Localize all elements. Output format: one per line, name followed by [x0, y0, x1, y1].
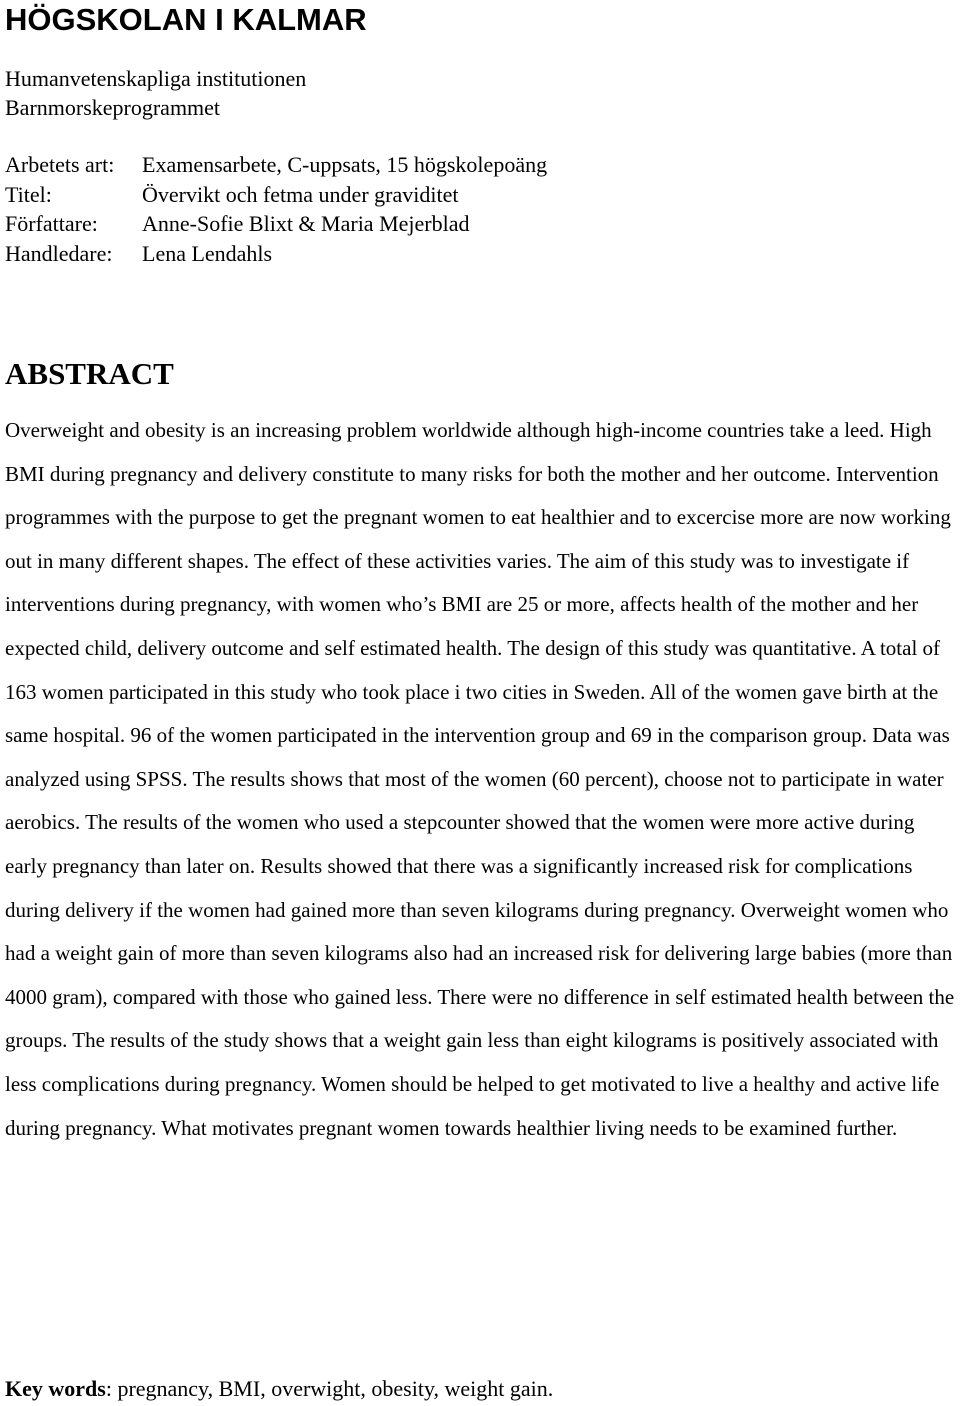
meta-label: Titel:: [5, 181, 52, 207]
program-name: Barnmorskeprogrammet: [5, 95, 221, 120]
department-name: Humanvetenskapliga institutionen: [5, 66, 307, 91]
meta-value: Examensarbete, C-uppsats, 15 högskolepoäng: [142, 152, 548, 177]
meta-row-authors: [5, 209, 547, 239]
meta-label: Arbetets art:: [5, 152, 115, 177]
meta-value: Lena Lendahls: [142, 240, 273, 266]
meta-value: Anne-Sofie Blixt & Maria Mejerblad: [142, 211, 470, 236]
meta-value: Övervikt och fetma under graviditet: [142, 181, 459, 207]
meta-label: Handledare:: [5, 240, 113, 266]
abstract-heading: ABSTRACT: [5, 356, 174, 391]
meta-row-type: [5, 150, 547, 180]
abstract-text: Overweight and obesity is an increasing problem worldwide although high-income countries take a leed. High BMI during pregnancy and delivery constitute to many risks for both the mother and her outcome. Intervention programmes with the purpose to get the pregnant women to eat healthier and to excercise more are now working out in many different shapes. The effect of these activities varies. The aim of this study was to investigate if interventions during pregnancy, with women who’s BMI are 25 or more, affects health of the mother and her expected child, delivery outcome and self estimated health. The design of this study was quantitative. A total of 163 women participated in this study who took place i two cities in Sweden. All of the women gave birth at the same hospital. 96 of the women participated in the intervention group and 69 in the comparison group. Data was analyzed using SPSS. The results shows that most of the women (60 percent), choose not to participate in water aerobics. The results of the women who used a stepcounter showed that the women were more active during early pregnancy than later on. Results showed that there was a significantly increased risk for complications during delivery if the women had gained more than seven kilograms during pregnancy. Overweight women who had a weight gain of more than seven kilograms also had an increased risk for delivering large babies (more than 4000 gram), compared with those who gained less. There were no difference in self estimated health between the groups. The results of the study shows that a weight gain less than eight kilograms is positively associated with less complications during pregnancy. Women should be helped to get motivated to live a healthy and active life during pregnancy. What motivates pregnant women towards healthier living needs to be examined further.: [5, 418, 955, 1140]
meta-row-title: [5, 180, 547, 210]
meta-label: Författare:: [5, 211, 98, 236]
keywords-label: Key words: [5, 1376, 106, 1401]
keywords-text: : pregnancy, BMI, overwight, obesity, weight gain.: [105, 1376, 554, 1401]
university-title: HÖGSKOLAN I KALMAR: [5, 2, 367, 37]
department-block: [5, 64, 306, 122]
keywords-line: [5, 1374, 553, 1404]
thesis-meta: [5, 150, 547, 268]
meta-row-supervisor: [5, 239, 547, 269]
